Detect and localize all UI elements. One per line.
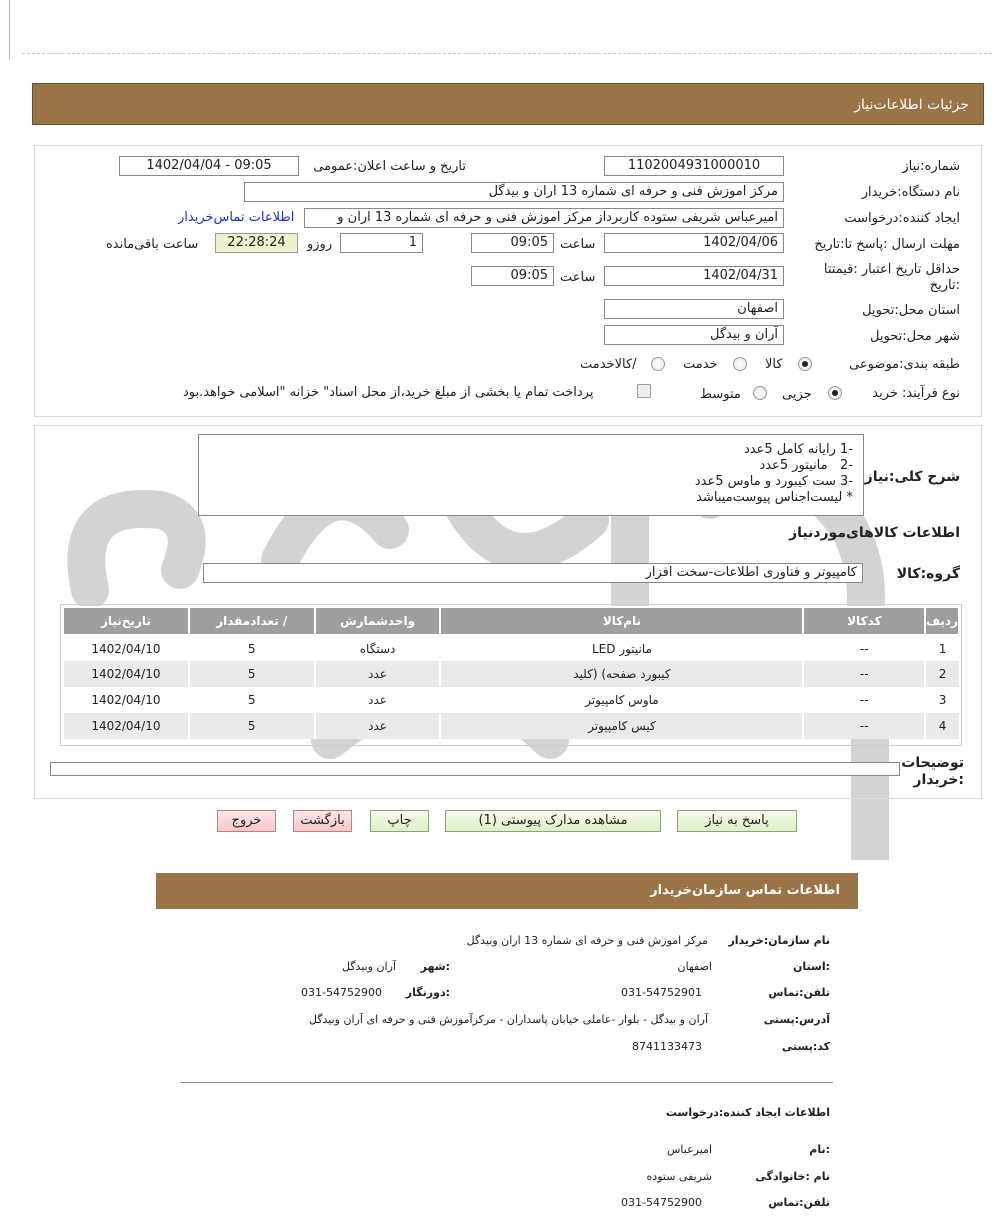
deadline-label: مهلت ارسال :پاسخ تا:تاریخ (814, 237, 960, 252)
category-service-radio[interactable] (733, 357, 747, 371)
org-address-value: آران و بیدگل - بلوار -عاملی خیابان پاسداران - مرکزآموزش فنی و حرفه ای آران وبیدگل (308, 1013, 708, 1026)
creator-name-label: :نام (809, 1143, 830, 1156)
creator-phone-value: 031-54752900 (621, 1196, 702, 1209)
cell-row-number: 2 (925, 661, 959, 687)
top-divider (22, 53, 992, 54)
validity-date-field: 1402/04/31 (604, 266, 784, 286)
org-contact-header (156, 873, 858, 909)
cell-row-number: 4 (925, 713, 959, 739)
category-goods-radio[interactable] (798, 357, 812, 371)
city-field: آران و بیدگل (604, 325, 784, 345)
cell-item-name: ماوس کامپیوتر (440, 687, 803, 713)
description-box (198, 434, 864, 516)
goods-section-title: اطلاعات کالاهای‌موردنیاز (789, 525, 960, 541)
validity-label-2: :تاریخ (929, 278, 960, 293)
validity-time-field: 09:05 (471, 266, 554, 286)
org-contact-title: اطلاعات تماس سازمان‌خریدار (650, 883, 840, 898)
cell-unit: دستگاه (315, 635, 441, 661)
cell-row-number: 3 (925, 687, 959, 713)
cell-unit: عدد (315, 661, 441, 687)
process-small-label: جزیی (782, 387, 812, 402)
creator-family-value: شریفی ستوده (646, 1170, 712, 1183)
org-province-value: اصفهان (677, 960, 712, 973)
description-line-4: * لیست‌اجناس پیوست‌میباشد (696, 490, 853, 505)
category-label: طبقه بندی:موضوعی (849, 357, 960, 372)
process-medium-label: متوسط (700, 387, 741, 402)
reply-button[interactable]: پاسخ به نیاز (677, 810, 797, 832)
col-unit: واحدشمارش (315, 607, 441, 635)
table-row (63, 635, 959, 661)
print-button[interactable]: چاپ (370, 810, 429, 832)
cell-need-date: 1402/04/10 (63, 687, 189, 713)
org-province-label: :استان (793, 960, 830, 973)
cell-quantity: 5 (189, 635, 315, 661)
announce-field: 1402/04/04 - 09:05 (119, 156, 299, 176)
deadline-hour-label: ساعت (560, 237, 596, 252)
validity-label: حداقل تاریخ اعتبار :قیمتتا (823, 262, 960, 277)
col-item-code: کدکالا (803, 607, 925, 635)
creator-family-label: نام :خانوادگی (755, 1170, 830, 1183)
org-name-label: نام سازمان:خریدار (728, 934, 830, 947)
col-row-number: ردیف (925, 607, 959, 635)
cell-need-date: 1402/04/10 (63, 661, 189, 687)
org-postal-label: کد:پستی (781, 1040, 830, 1053)
process-medium-radio[interactable] (753, 386, 767, 400)
cell-item-code: -- (803, 687, 925, 713)
category-mixed-label: /کالاخدمت (580, 357, 637, 372)
description-line-1: -1 رایانه کامل 5عدد (743, 442, 853, 457)
table-row (63, 661, 959, 687)
cell-item-name: کیس کامپیوتر (440, 713, 803, 739)
org-phone-value: 031-54752901 (621, 986, 702, 999)
org-address-label: آدرس:پستی (763, 1013, 830, 1026)
buyer-org-label: نام دستگاه:خریدار (861, 185, 960, 200)
cell-quantity: 5 (189, 661, 315, 687)
org-name-value: مرکز اموزش فنی و حرفه ای شماره 13 اران وبیدگل (466, 934, 708, 947)
remaining-timer: 22:28:24 (215, 233, 298, 253)
deadline-date-field: 1402/04/06 (604, 233, 784, 253)
announce-label: تاریخ و ساعت اعلان:عمومی (313, 159, 466, 174)
back-button[interactable]: بازگشت (293, 810, 352, 832)
exit-button[interactable]: خروج (217, 810, 276, 832)
cell-unit: عدد (315, 687, 441, 713)
table-row (63, 713, 959, 739)
description-label: شرح کلی:نیاز (864, 469, 960, 485)
creator-info-title: اطلاعات ایجاد کننده:درخواست (665, 1106, 830, 1119)
cell-item-code: -- (803, 661, 925, 687)
description-line-2: -2 مانیتور 5عدد (759, 458, 853, 473)
goods-group-label: گروه:کالا (896, 566, 960, 582)
city-label: شهر محل:تحویل (870, 329, 960, 344)
col-need-date: تاریخ‌نیاز (63, 607, 189, 635)
payment-note: پرداخت تمام یا بخشی از مبلغ خرید،از محل اسناد" خزانه "اسلامی خواهد.بود (183, 385, 594, 400)
notes-label-2: :خریدار (913, 772, 964, 788)
details-header (32, 83, 984, 125)
cell-unit: عدد (315, 713, 441, 739)
org-phone-label: تلفن:تماس (768, 986, 830, 999)
goods-table (62, 606, 960, 739)
category-goods-label: کالا (765, 357, 783, 372)
notes-field (50, 762, 900, 776)
cell-need-date: 1402/04/10 (63, 713, 189, 739)
payment-checkbox[interactable] (637, 384, 651, 398)
deadline-time-field: 09:05 (471, 233, 554, 253)
org-city-value: آران وبیدگل (341, 960, 396, 973)
table-row (63, 687, 959, 713)
notes-label: توضیحات (901, 755, 964, 771)
process-label: نوع فرآیند: خرید (872, 386, 960, 401)
need-number-label: شماره:نیاز (902, 159, 960, 174)
creator-field: امیرعباس شریفی ستوده کاربرداز مرکز اموزش فنی و حرفه ای شماره 13 اران و (304, 208, 784, 228)
view-documents-button[interactable]: مشاهده مدارک پیوستی (1) (445, 810, 661, 832)
cell-quantity: 5 (189, 687, 315, 713)
org-city-label: :شهر (420, 960, 450, 973)
creator-phone-label: تلفن:تماس (768, 1196, 830, 1209)
col-item-name: نام‌کالا (440, 607, 803, 635)
process-small-radio[interactable] (828, 386, 842, 400)
province-field: اصفهان (604, 299, 784, 319)
cell-quantity: 5 (189, 713, 315, 739)
cell-item-name: کیبورد صفحه) (کلید (440, 661, 803, 687)
buyer-org-field: مرکز اموزش فنی و حرفه ای شماره 13 اران و بیدگل (244, 182, 784, 202)
days-field: 1 (340, 233, 423, 253)
days-label: روزو (307, 237, 333, 252)
remaining-label: ساعت باقی‌مانده (106, 237, 199, 252)
category-service-label: خدمت (683, 357, 718, 372)
section-divider (180, 1082, 833, 1083)
cell-row-number: 1 (925, 635, 959, 661)
description-line-3: -3 ست کیبورد و ماوس 5عدد (694, 474, 853, 489)
org-fax-label: :دورنگار (405, 986, 450, 999)
cell-item-code: -- (803, 713, 925, 739)
org-postal-value: 8741133473 (632, 1040, 702, 1053)
category-mixed-radio[interactable] (651, 357, 665, 371)
validity-hour-label: ساعت (560, 270, 596, 285)
creator-name-value: امیرعباس (667, 1143, 712, 1156)
page-edge-line (9, 0, 10, 60)
creator-label: ایجاد کننده:درخواست (844, 211, 960, 226)
cell-item-code: -- (803, 635, 925, 661)
col-quantity: / تعدادمقدار (189, 607, 315, 635)
need-number-field: 1102004931000010 (604, 156, 784, 176)
goods-group-field: کامپیوتر و فناوری اطلاعات-سخت افزار (203, 563, 863, 583)
details-header-title: جزئیات اطلاعات‌نیاز (854, 97, 969, 113)
buyer-contact-link[interactable]: اطلاعات تماس‌خریدار (178, 210, 295, 225)
province-label: استان محل:تحویل (862, 303, 960, 318)
cell-item-name: مانیتور LED (440, 635, 803, 661)
cell-need-date: 1402/04/10 (63, 635, 189, 661)
org-fax-value: 031-54752900 (301, 986, 382, 999)
